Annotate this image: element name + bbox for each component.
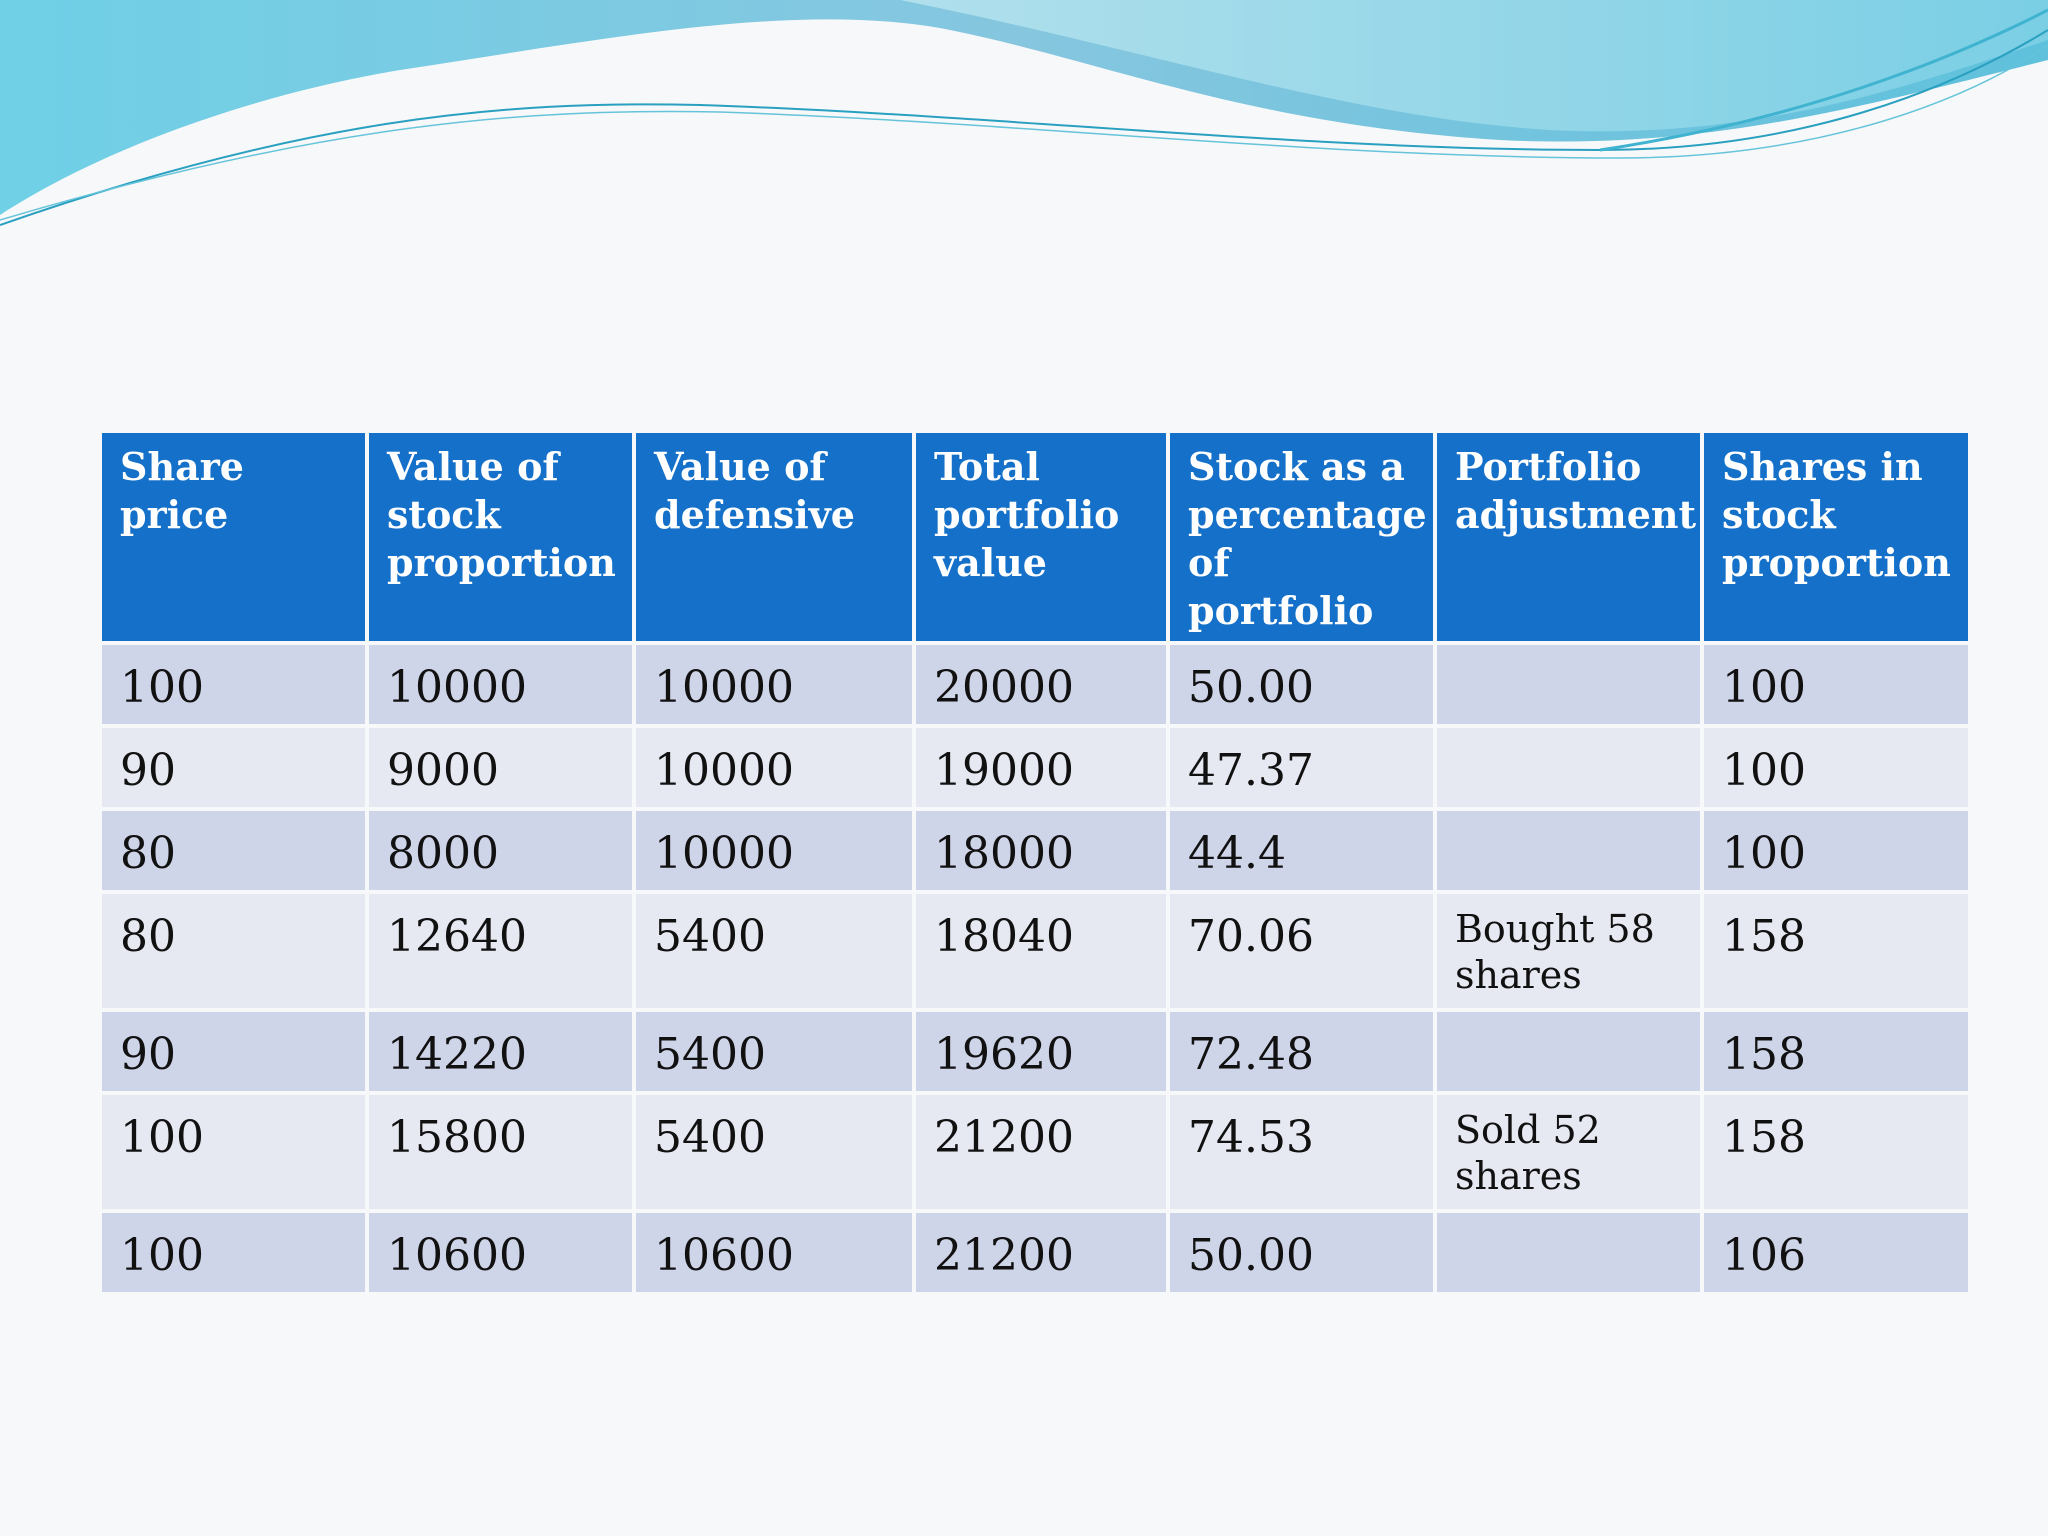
table-cell: 80	[102, 894, 365, 1008]
table-cell: 10000	[369, 645, 632, 724]
table-row	[102, 894, 1968, 1008]
header-portfolio-adjustment: Portfolio adjustment	[1437, 433, 1700, 641]
table-row	[102, 645, 1968, 724]
table-cell: 10000	[636, 645, 912, 724]
table-cell: 9000	[369, 728, 632, 807]
table-cell: 44.4	[1170, 811, 1433, 890]
table-cell: 100	[102, 645, 365, 724]
table-cell: 90	[102, 728, 365, 807]
table-cell: 80	[102, 811, 365, 890]
table-cell: 158	[1704, 894, 1968, 1008]
table-cell: 50.00	[1170, 645, 1433, 724]
table-cell	[1437, 645, 1700, 724]
table-row	[102, 1012, 1968, 1091]
table-cell: 18000	[916, 811, 1166, 890]
table-cell: 14220	[369, 1012, 632, 1091]
table-cell: 100	[102, 1213, 365, 1292]
table-cell: 10600	[636, 1213, 912, 1292]
table-cell: 158	[1704, 1095, 1968, 1209]
table-cell: 19620	[916, 1012, 1166, 1091]
header-total-portfolio-value: Total portfolio value	[916, 433, 1166, 641]
table-row	[102, 1213, 1968, 1292]
table-cell: 100	[1704, 645, 1968, 724]
table-cell: 158	[1704, 1012, 1968, 1091]
table-cell: 10000	[636, 728, 912, 807]
table-cell: 70.06	[1170, 894, 1433, 1008]
table-cell: 8000	[369, 811, 632, 890]
table-cell: 21200	[916, 1095, 1166, 1209]
table-row	[102, 811, 1968, 890]
table-cell: 18040	[916, 894, 1166, 1008]
table-cell	[1437, 811, 1700, 890]
table-cell: 5400	[636, 894, 912, 1008]
table-cell	[1437, 1012, 1700, 1091]
table-cell	[1437, 1095, 1700, 1209]
table-cell	[1437, 894, 1700, 1008]
table-cell: 12640	[369, 894, 632, 1008]
header-value-of-defensive: Value of defensive	[636, 433, 912, 641]
header-shares-in-stock: Shares in stock proportion	[1704, 433, 1968, 641]
table-cell: 74.53	[1170, 1095, 1433, 1209]
table-cell: 15800	[369, 1095, 632, 1209]
table-cell: 21200	[916, 1213, 1166, 1292]
adjustment-note: Bought 58 shares	[1455, 907, 1655, 997]
header-share-price: Share price	[102, 433, 365, 641]
header-value-of-stock-proportion: Value of stock proportion	[369, 433, 632, 641]
table-header-row	[102, 433, 1968, 641]
table-cell: 19000	[916, 728, 1166, 807]
table-cell: 72.48	[1170, 1012, 1433, 1091]
table-cell	[1437, 728, 1700, 807]
table-cell: 5400	[636, 1095, 912, 1209]
table-cell: 100	[1704, 728, 1968, 807]
table-cell: 5400	[636, 1012, 912, 1091]
table-cell: 50.00	[1170, 1213, 1433, 1292]
table-cell: 10600	[369, 1213, 632, 1292]
adjustment-note: Sold 52 shares	[1455, 1108, 1601, 1198]
header-stock-percentage: Stock as a percentage of portfolio	[1170, 433, 1433, 641]
table-cell: 100	[1704, 811, 1968, 890]
table-row	[102, 728, 1968, 807]
decorative-wave-header	[0, 0, 2048, 240]
portfolio-rebalancing-table	[98, 429, 1972, 1296]
table-cell: 47.37	[1170, 728, 1433, 807]
table-cell: 10000	[636, 811, 912, 890]
table-cell: 90	[102, 1012, 365, 1091]
table-row	[102, 1095, 1968, 1209]
table-cell	[1437, 1213, 1700, 1292]
table-cell: 100	[102, 1095, 365, 1209]
table-cell: 106	[1704, 1213, 1968, 1292]
portfolio-table-container	[102, 433, 1951, 1292]
table-cell: 20000	[916, 645, 1166, 724]
